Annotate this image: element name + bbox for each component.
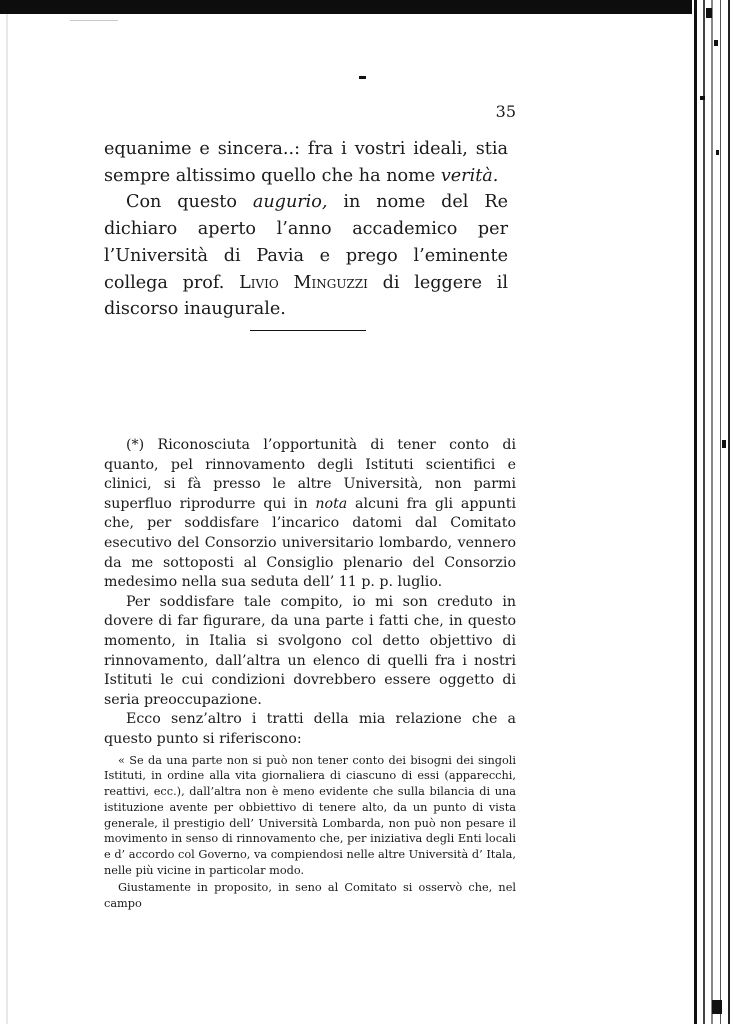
main-paragraph — [104, 189, 508, 323]
quoted-report: « Se da una parte non si può non tener conto dei bisogni dei singoli Istituti, in ordine alla vita giornaliera di ciascuno di essi (apparecchi, reattivi, ecc.), dall’altra non è meno evidente che sulla bilancia di una istituzione avente per obbiettivo di tenere alto, da un punto di vista generale, il prestigio dell’ Università Lombarda, non può non pesare il movimento in senso di rinnovamento che, per iniziativa degli Enti locali e d’ accordo col Governo, va compiendosi nelle altre Università d’ Itala, nelle più vicine in particolar modo. — [104, 753, 516, 878]
header-dash — [359, 76, 366, 79]
scan-top-border — [0, 0, 734, 14]
footnote-paragraph — [104, 436, 516, 593]
italic-text: nota — [315, 495, 348, 512]
book-spine-edge — [692, 0, 734, 1024]
page-number: 35 — [495, 102, 516, 121]
continuation-line: Giustamente in proposito, in seno al Comitato si osservò che, nel campo — [104, 880, 516, 910]
text-run: in nome del Re dichiaro aperto l’anno accademico per l’Università di Pavia e prego l’eminente collega prof. — [104, 192, 508, 293]
text-run: alcuni fra gli appunti che, per soddisfare l’incarico datomi dal Comitato esecutivo del Consorzio universitario lombardo, vennero da me sottoposti al Consiglio plenario del Consorzio medesimo nella sua seduta dell’ 11 p. p. luglio. — [104, 495, 516, 591]
text-run: Per soddisfare tale compito, io mi son creduto in dovere di far figurare, da una parte i fatti che, in questo momento, in Italia si svolgono col detto objettivo di rinnovamento, dall’altra un elenco di quelli fra i nostri Istituti le cui condizioni dovrebbero essere oggetto di seria preoccupazione. — [104, 593, 516, 708]
main-paragraph — [104, 136, 508, 189]
text-run: Con questo — [126, 192, 253, 213]
main-text — [104, 136, 508, 323]
footnote-block — [104, 436, 516, 911]
scan-smudge — [70, 20, 118, 24]
text-run: di leggere il discorso inaugurale. — [104, 272, 508, 320]
footnote-paragraph — [104, 710, 516, 749]
scan-left-edge — [6, 14, 8, 1024]
name-text: Livio Minguzzi — [239, 272, 368, 293]
section-rule — [250, 330, 366, 331]
text-run: Ecco senz’altro i tratti della mia relazione che a questo punto si riferiscono: — [104, 711, 516, 747]
text-run: equanime e sincera..: fra i vostri ideali, stia sempre altissimo quello che ha nome — [104, 139, 508, 186]
italic-text: augurio, — [252, 192, 328, 213]
footnote-paragraphs — [104, 436, 516, 750]
footnote-paragraph — [104, 593, 516, 711]
italic-text: verità. — [440, 165, 499, 186]
text-run: (*) Riconosciuta l’opportunità di tener conto di quanto, pel rinnovamento degli Istituti scientifici e clinici, si fà presso le altre Università, non parmi superfluo riprodurre qui in — [104, 437, 516, 512]
